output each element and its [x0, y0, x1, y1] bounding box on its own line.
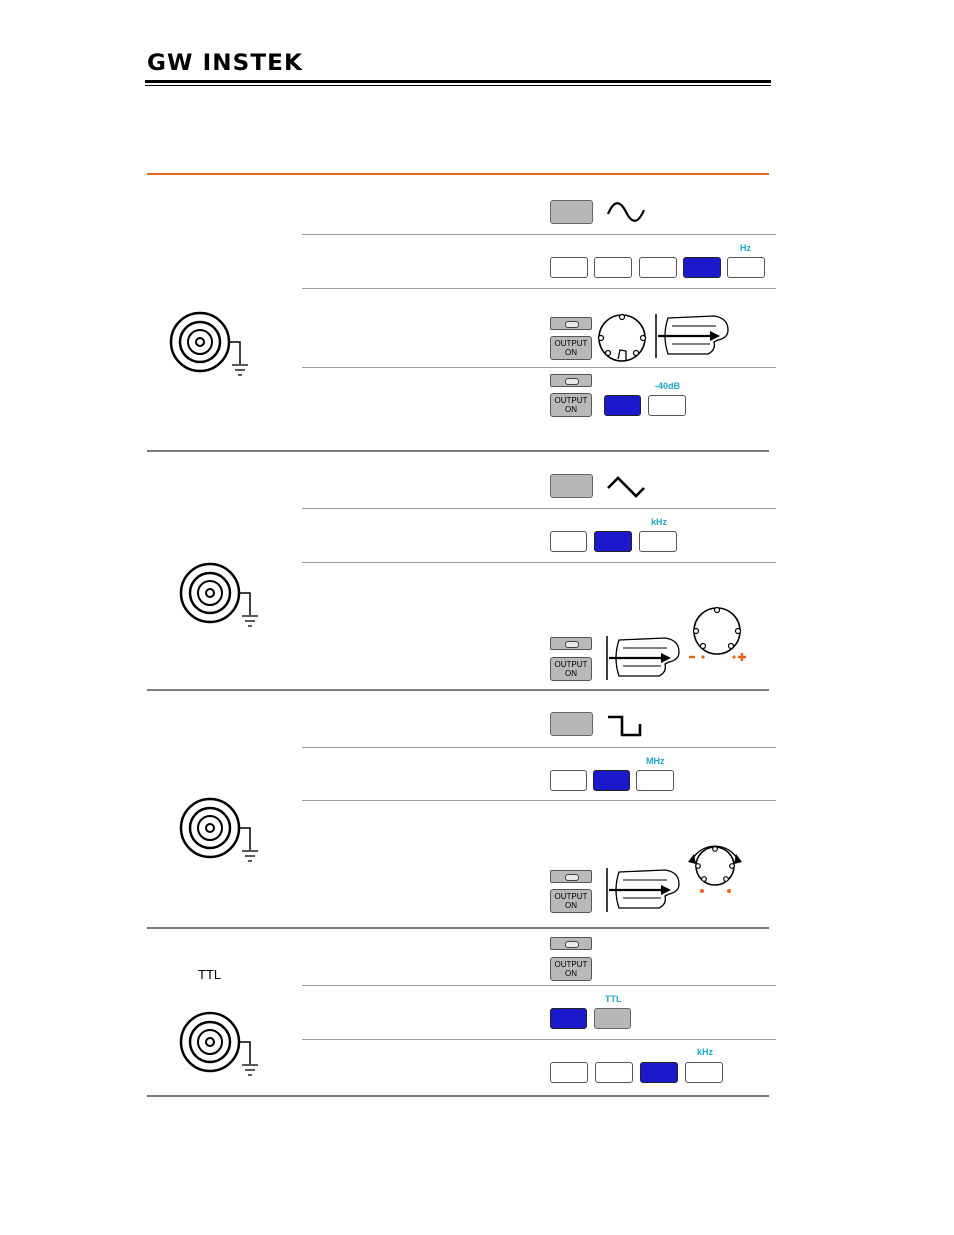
function-key-2-selected[interactable]: [594, 531, 632, 552]
bnc-connector-icon: [170, 312, 260, 382]
function-key-4-selected[interactable]: [683, 257, 721, 278]
step-divider: [302, 367, 776, 368]
function-key-2-selected[interactable]: [593, 770, 630, 791]
bnc-connector-icon: [180, 563, 270, 633]
function-key-1[interactable]: [550, 257, 588, 278]
section-divider: [147, 689, 769, 691]
section-divider: [147, 927, 769, 929]
rotary-knob-icon[interactable]: [686, 842, 746, 898]
output-lamp: [550, 937, 592, 950]
unit-khz: kHz: [651, 517, 668, 527]
waveform-key[interactable]: [550, 200, 593, 224]
output-lamp: [550, 374, 592, 387]
function-key-2[interactable]: [594, 257, 632, 278]
output-on-button[interactable]: OUTPUT ON: [550, 889, 592, 913]
unit-hz: Hz: [740, 243, 751, 253]
output-on-button[interactable]: OUTPUT ON: [550, 336, 592, 360]
function-key-1[interactable]: [550, 531, 587, 552]
unit-ttl: TTL: [605, 994, 622, 1004]
step-divider: [302, 747, 776, 748]
step-divider: [302, 288, 776, 289]
function-key[interactable]: [648, 395, 686, 416]
function-key-1[interactable]: [550, 770, 587, 791]
amplitude-slider-icon[interactable]: [654, 312, 734, 360]
function-key-3[interactable]: [639, 531, 677, 552]
output-on-button[interactable]: OUTPUT ON: [550, 957, 592, 981]
brand-logo: GW INSTEK: [147, 51, 303, 76]
ttl-label: TTL: [198, 967, 222, 982]
section-top-rule: [147, 173, 769, 175]
waveform-key[interactable]: [550, 474, 593, 498]
rotary-knob-icon[interactable]: [598, 314, 648, 364]
sine-wave-icon: [606, 200, 646, 224]
output-lamp: [550, 870, 592, 883]
bnc-connector-icon: [180, 1012, 270, 1082]
function-key-2[interactable]: [595, 1062, 633, 1083]
output-on-button[interactable]: OUTPUT ON: [550, 657, 592, 681]
function-key-1[interactable]: [550, 1062, 588, 1083]
function-key[interactable]: [594, 1008, 631, 1029]
function-key-3[interactable]: [639, 257, 677, 278]
header-rule: [145, 80, 771, 83]
step-divider: [302, 562, 776, 563]
output-lamp: [550, 317, 592, 330]
waveform-key[interactable]: [550, 712, 593, 736]
step-divider: [302, 1039, 776, 1040]
unit-attenuation: -40dB: [655, 381, 681, 391]
output-on-button[interactable]: OUTPUT ON: [550, 393, 592, 417]
unit-mhz: MHz: [646, 756, 665, 766]
function-key-3[interactable]: [636, 770, 674, 791]
section-divider: [147, 1095, 769, 1097]
unit-khz: kHz: [697, 1047, 714, 1057]
ttl-key-selected[interactable]: [550, 1008, 587, 1029]
section-divider: [147, 450, 769, 452]
amplitude-slider-icon[interactable]: [605, 866, 685, 914]
attenuation-key-selected[interactable]: [604, 395, 641, 416]
triangle-wave-icon: [606, 474, 646, 498]
function-key-5[interactable]: [727, 257, 765, 278]
amplitude-slider-icon[interactable]: [605, 634, 685, 682]
header-rule-thin: [145, 85, 771, 86]
rotary-knob-icon[interactable]: [692, 606, 752, 666]
function-key-4[interactable]: [685, 1062, 723, 1083]
square-wave-icon: [606, 712, 646, 740]
step-divider: [302, 985, 776, 986]
step-divider: [302, 508, 776, 509]
bnc-connector-icon: [180, 798, 270, 868]
step-divider: [302, 234, 776, 235]
function-key-3-selected[interactable]: [640, 1062, 678, 1083]
step-divider: [302, 800, 776, 801]
output-lamp: [550, 637, 592, 650]
